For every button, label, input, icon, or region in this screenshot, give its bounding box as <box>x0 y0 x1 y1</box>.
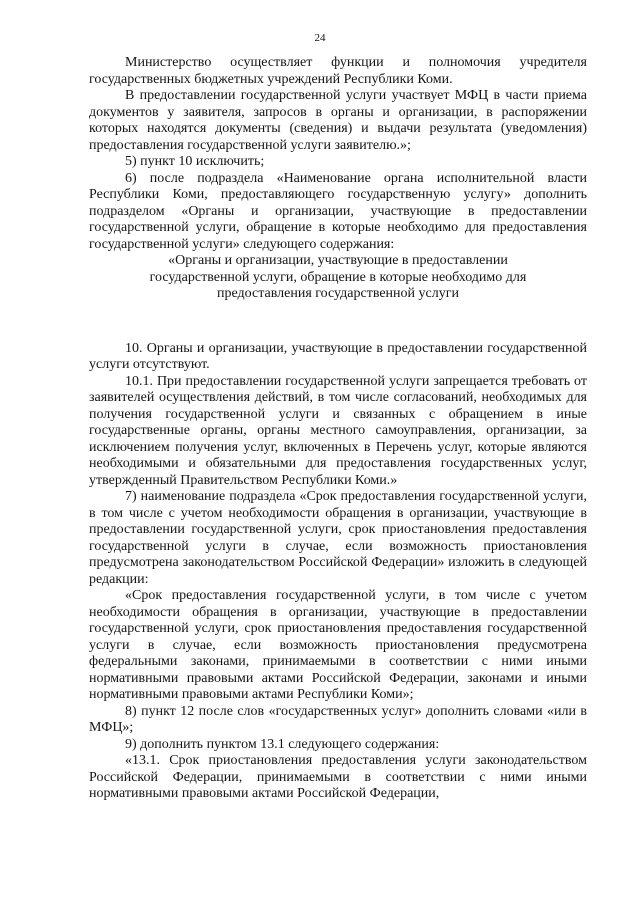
paragraph: 7) наименование подраздела «Срок предоставления государственной услуги, в том числе с учетом необходимости обращения в организации, участвующие в предоставлении государственной услуги, срок приостановления предоставления государственной услуги в случае, если возможность приостановления предусмотрена законодательством Российской Федерации» изложить в следующей редакции: <box>89 489 587 587</box>
paragraph: 8) пункт 12 после слов «государственных услуг» дополнить словами «или в МФЦ»; <box>89 703 587 735</box>
document-body <box>89 55 587 803</box>
paragraph: «Срок предоставления государственной услуги, в том числе с учетом необходимости обращения в организации, участвующие в предоставлении государственной услуги, срок приостановления предоставления государственной услуги в случае, если возможность приостановления предусмотрена федеральными законами, принимаемыми в соответствии с ними иными нормативными правовыми актами Российской Федерации, законами и иными нормативными правовыми актами Республики Коми»; <box>89 588 587 702</box>
paragraph: 5) пункт 10 исключить; <box>125 154 265 169</box>
paragraph: Министерство осуществляет функции и полномочия учредителя государственных бюджетных учреждений Республики Коми. <box>89 55 587 87</box>
page-number: 24 <box>314 32 326 44</box>
paragraph: 10. Органы и организации, участвующие в предоставлении государственной услуги отсутствуют. <box>89 340 587 372</box>
paragraph: «13.1. Срок приостановления предоставления услуги законодательством Российской Федерации, принимаемыми в соответствии с ними иными нормативными правовыми актами Российской Федерации, <box>89 753 587 801</box>
paragraph: 9) дополнить пунктом 13.1 следующего содержания: <box>125 736 440 752</box>
paragraph: 6) после подраздела «Наименование органа исполнительной власти Республики Коми, предоставляющего государственную услугу» дополнить подразделом «Органы и организации, участвующие в предоставлении государственной услуги, обращение в которые необходимо для предоставления государственной услуги» следующего содержания: <box>89 170 587 252</box>
paragraph: В предоставлении государственной услуги участвует МФЦ в части приема документов у заявителя, запросов в органы и организации, в распоряжении которых находятся документы (сведения) и выдачи результата (уведомления) предоставления государственной услуги заявителю.»; <box>89 88 587 153</box>
section-heading: «Органы и организации, участвующие в предоставлении государственной услуги, обращение в которые необходимо для предоставления государственной услуги <box>149 253 527 301</box>
paragraph: 10.1. При предоставлении государственной услуги запрещается требовать от заявителей осуществления действий, в том числе согласований, необходимых для получения государственной услуги и связанных с обращением в иные государственные органы, органы местного самоуправления, организации, за исключением получения услуг, включенных в Перечень услуг, которые являются необходимыми и обязательными для предоставления государственных услуг, утвержденный Правительством Республики Коми.» <box>89 373 587 488</box>
spacer <box>89 303 587 341</box>
